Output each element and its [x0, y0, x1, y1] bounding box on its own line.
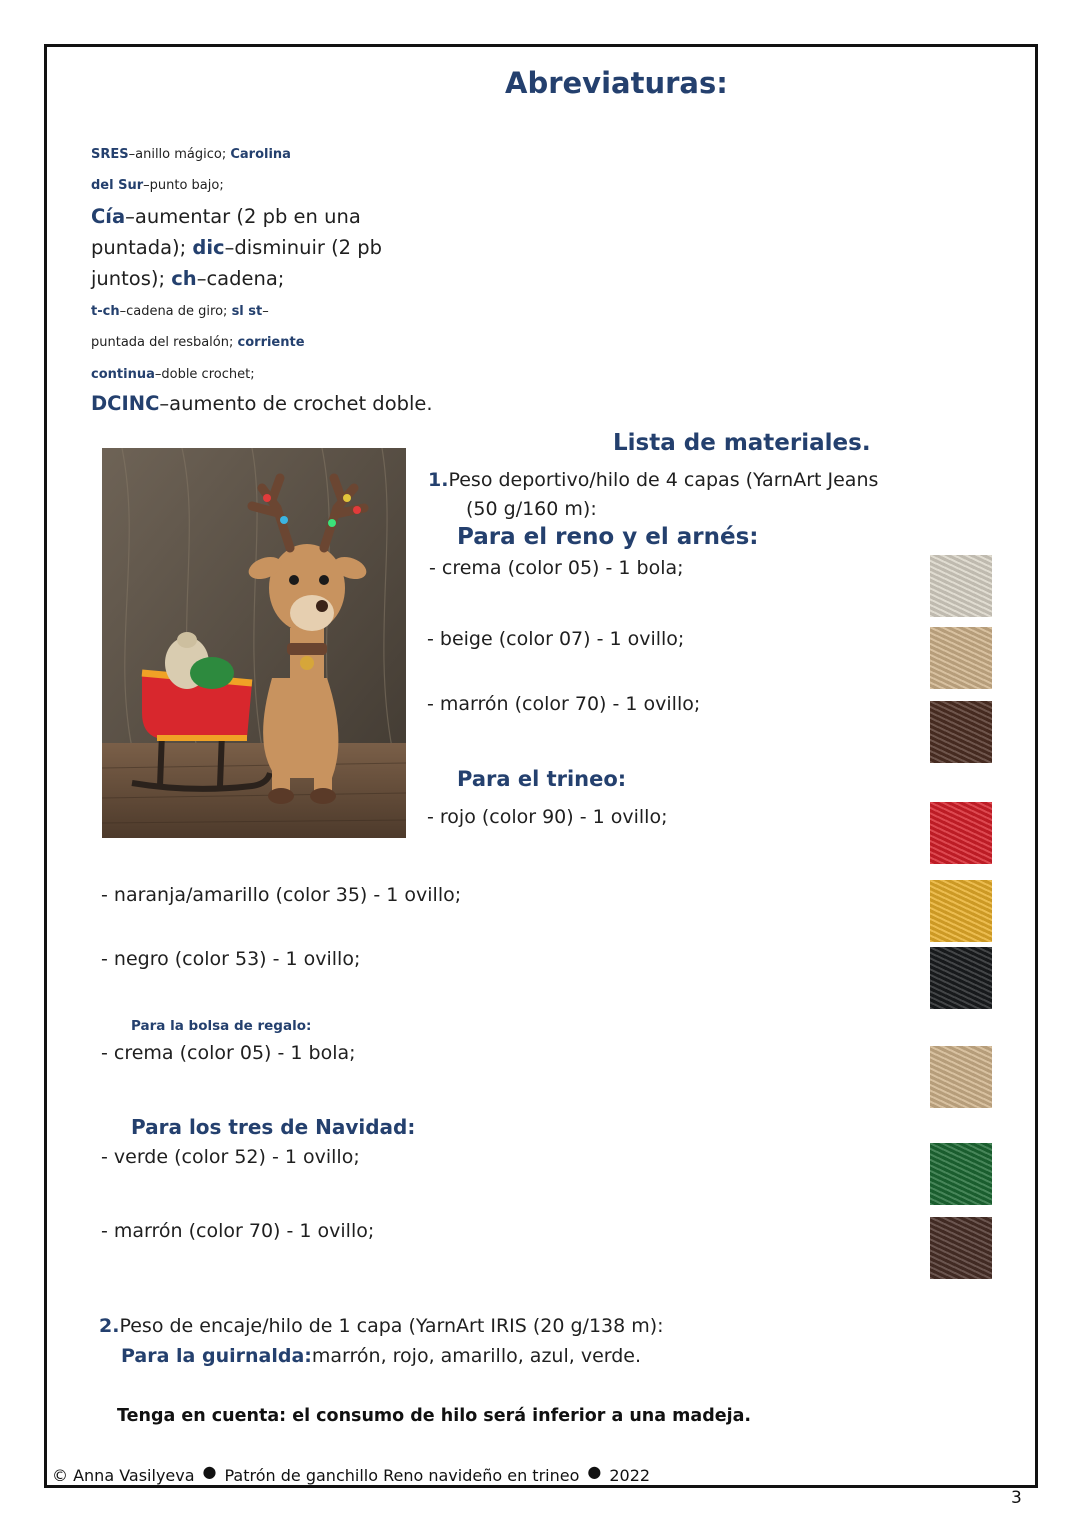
- bullet-icon: ●: [587, 1462, 602, 1481]
- yarn-swatch-orange: [930, 880, 992, 942]
- abbr-def: puntada del resbalón;: [91, 335, 238, 350]
- garland-label: Para la guirnalda:: [121, 1345, 312, 1367]
- yarn-swatch-cream: [930, 555, 992, 617]
- abbr-term: t-ch: [91, 304, 120, 319]
- reindeer-item-beige: - beige (color 07) - 1 ovillo;: [427, 628, 685, 650]
- materials-heading: Lista de materiales.: [613, 430, 871, 456]
- footer-author: © Anna Vasilyeva: [52, 1466, 195, 1485]
- abbr-term: sl st: [231, 304, 263, 319]
- abbr-line-1: [91, 146, 291, 163]
- item-text: Peso deportivo/hilo de 4 capas (YarnArt Jeans: [448, 469, 879, 491]
- footer-pattern-title: Patrón de ganchillo Reno navideño en trineo: [224, 1466, 580, 1485]
- sleigh-heading: Para el trineo:: [457, 767, 627, 791]
- abbr-line-2: [91, 177, 224, 194]
- sleigh-item-black: - negro (color 53) - 1 ovillo;: [101, 948, 361, 970]
- gift-bag-item-cream: - crema (color 05) - 1 bola;: [101, 1042, 356, 1064]
- abbr-def: –: [262, 304, 269, 319]
- abbr-term: del Sur: [91, 178, 144, 193]
- abbr-line-7: [91, 334, 305, 351]
- sleigh-item-red: - rojo (color 90) - 1 ovillo;: [427, 806, 668, 828]
- reindeer-item-cream: - crema (color 05) - 1 bola;: [429, 557, 684, 579]
- trees-item-green: - verde (color 52) - 1 ovillo;: [101, 1146, 360, 1168]
- abbr-def: –aumentar (2 pb en una: [125, 205, 361, 228]
- material-item-1: [428, 469, 878, 491]
- reindeer-item-brown: - marrón (color 70) - 1 ovillo;: [427, 693, 701, 715]
- yarn-swatch-brown: [930, 701, 992, 763]
- trees-item-brown: - marrón (color 70) - 1 ovillo;: [101, 1220, 375, 1242]
- abbr-line-6: [91, 303, 269, 320]
- yarn-swatch-red: [930, 802, 992, 864]
- sleigh-item-orange: - naranja/amarillo (color 35) - 1 ovillo;: [101, 884, 462, 906]
- abbr-term: dic: [192, 236, 225, 259]
- abbr-def: puntada);: [91, 236, 193, 259]
- yarn-swatch-black: [930, 947, 992, 1009]
- abbr-def: –anillo mágico;: [128, 147, 231, 162]
- abbr-term: Carolina: [230, 147, 291, 162]
- yarn-note: Tenga en cuenta: el consumo de hilo será inferior a una madeja.: [117, 1406, 752, 1426]
- abbr-term: ch: [171, 267, 197, 290]
- yarn-swatch-beige: [930, 627, 992, 689]
- item-text: Peso de encaje/hilo de 1 capa (YarnArt IRIS (20 g/138 m):: [119, 1315, 664, 1337]
- garland-colors: marrón, rojo, amarillo, azul, verde.: [311, 1345, 642, 1367]
- yarn-swatch-green: [930, 1143, 992, 1205]
- abbr-term: continua: [91, 367, 155, 382]
- reindeer-sleigh-photo: [102, 448, 406, 838]
- trees-heading: Para los tres de Navidad:: [131, 1115, 416, 1139]
- gift-bag-heading: Para la bolsa de regalo:: [131, 1018, 312, 1034]
- abbr-term: SRES: [91, 147, 129, 162]
- material-item-2: [99, 1315, 664, 1337]
- footer-year: 2022: [609, 1466, 651, 1485]
- abbr-def: –punto bajo;: [143, 178, 224, 193]
- abbr-line-8: [91, 366, 255, 383]
- abbr-def: –cadena;: [196, 267, 285, 290]
- abbr-line-5: [91, 263, 284, 294]
- reindeer-heading: Para el reno y el arnés:: [457, 524, 759, 550]
- abbr-def: –cadena de giro;: [119, 304, 232, 319]
- abbr-def: juntos);: [91, 267, 172, 290]
- page-number: 3: [1011, 1488, 1022, 1508]
- abbr-line-4: [91, 232, 382, 263]
- abbr-term: Cía: [91, 205, 126, 228]
- item-number: 2.: [99, 1315, 120, 1337]
- abbr-term: DCINC: [91, 392, 160, 415]
- abbr-line-3: [91, 201, 361, 232]
- abbr-def: –aumento de crochet doble.: [159, 392, 433, 415]
- abbr-line-9: [91, 388, 433, 419]
- footer: [52, 1462, 651, 1485]
- yarn-swatch-cream-bag: [930, 1046, 992, 1108]
- abbr-def: –doble crochet;: [154, 367, 255, 382]
- abbr-term: corriente: [237, 335, 305, 350]
- item-number: 1.: [428, 469, 449, 491]
- abbr-def: –disminuir (2 pb: [224, 236, 383, 259]
- material-item-1-cont: (50 g/160 m):: [466, 498, 597, 520]
- bullet-icon: ●: [202, 1462, 217, 1481]
- garland-line: [121, 1345, 641, 1367]
- page-title: Abreviaturas:: [505, 66, 728, 100]
- yarn-swatch-brown-trees: [930, 1217, 992, 1279]
